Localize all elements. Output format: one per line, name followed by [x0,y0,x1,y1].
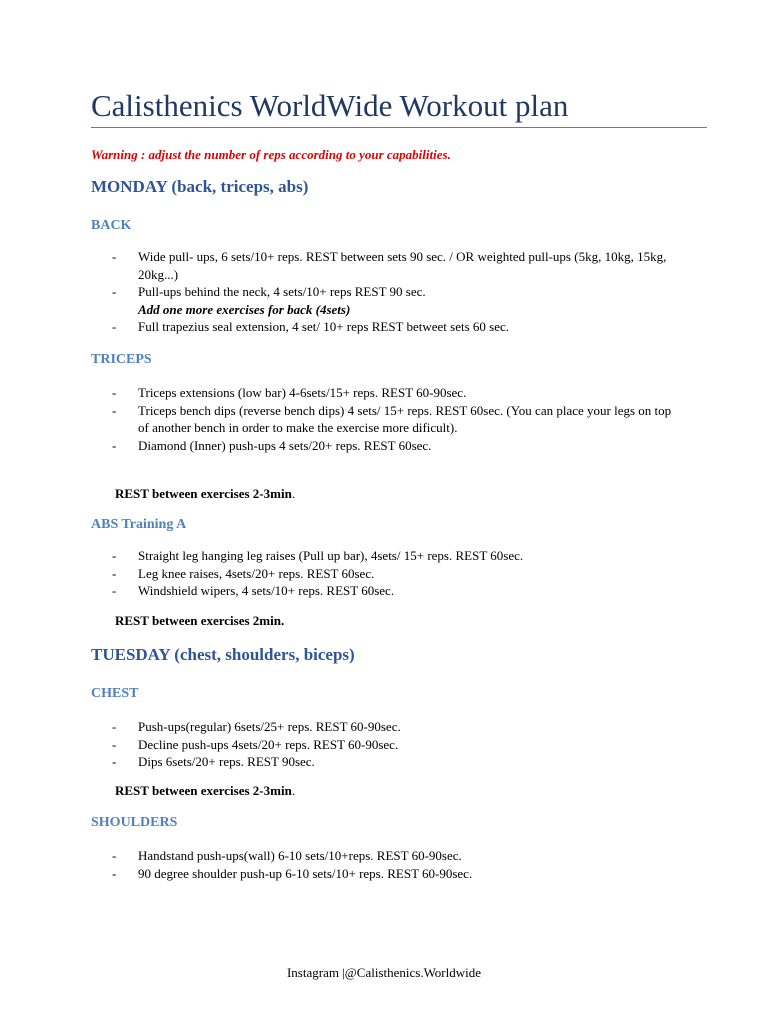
monday-heading: MONDAY (back, triceps, abs) [91,177,309,196]
abs-rest-note: REST between exercises 2min. [115,613,285,628]
shoulders-heading: SHOULDERS [91,815,178,830]
list-item: - 90 degree shoulder push-up 6-10 sets/10+ reps. REST 60-90sec. [112,865,672,883]
list-item: - Handstand push-ups(wall) 6-10 sets/10+reps. REST 60-90sec. [112,847,672,865]
list-item: - Decline push-ups 4sets/20+ reps. REST 60-90sec. [112,736,672,754]
list-item: - Straight leg hanging leg raises (Pull up bar), 4sets/ 15+ reps. REST 60sec. [112,547,672,565]
list-item: - Leg knee raises, 4sets/20+ reps. REST 60sec. [112,565,672,583]
triceps-exercise-list [112,384,672,454]
list-item: - Triceps extensions (low bar) 4-6sets/15+ reps. REST 60-90sec. [112,384,672,402]
abs-exercise-list [112,547,672,600]
tuesday-heading: TUESDAY (chest, shoulders, biceps) [91,645,355,664]
back-heading: BACK [91,218,132,233]
back-exercise-list [112,248,672,336]
abs-heading: ABS Training A [91,517,187,532]
triceps-heading: TRICEPS [91,352,152,367]
page-title: Calisthenics WorldWide Workout plan [91,88,569,123]
warning-text: Warning : adjust the number of reps according to your capabilities. [91,147,451,162]
list-item: - Push-ups(regular) 6sets/25+ reps. REST 60-90sec. [112,718,672,736]
chest-heading: CHEST [91,686,139,701]
triceps-rest-note: REST between exercises 2-3min. [115,486,296,501]
chest-exercise-list [112,718,672,771]
list-item: - Diamond (Inner) push-ups 4 sets/20+ reps. REST 60sec. [112,437,672,455]
title-divider [91,127,707,128]
back-note: Add one more exercises for back (4sets) [138,301,351,317]
shoulders-exercise-list [112,847,672,882]
page-footer: Instagram |@Calisthenics.Worldwide [286,965,482,980]
list-item: - Windshield wipers, 4 sets/10+ reps. REST 60sec. [112,582,672,600]
list-item: - Full trapezius seal extension, 4 set/ 10+ reps REST betweet sets 60 sec. [112,318,672,336]
list-item: - Pull-ups behind the neck, 4 sets/10+ reps REST 90 sec. Add one more exercises for back (4sets) [112,283,672,318]
list-item: - Wide pull- ups, 6 sets/10+ reps. REST between sets 90 sec. / OR weighted pull-ups (5kg, 10kg, 15kg, 20kg...) [112,248,672,283]
list-item: - Dips 6sets/20+ reps. REST 90sec. [112,753,672,771]
list-item: - Triceps bench dips (reverse bench dips) 4 sets/ 15+ reps. REST 60sec. (You can place your legs on top of another bench in order to make the exercise more dificult). [112,402,672,437]
chest-rest-note: REST between exercises 2-3min. [115,783,296,798]
